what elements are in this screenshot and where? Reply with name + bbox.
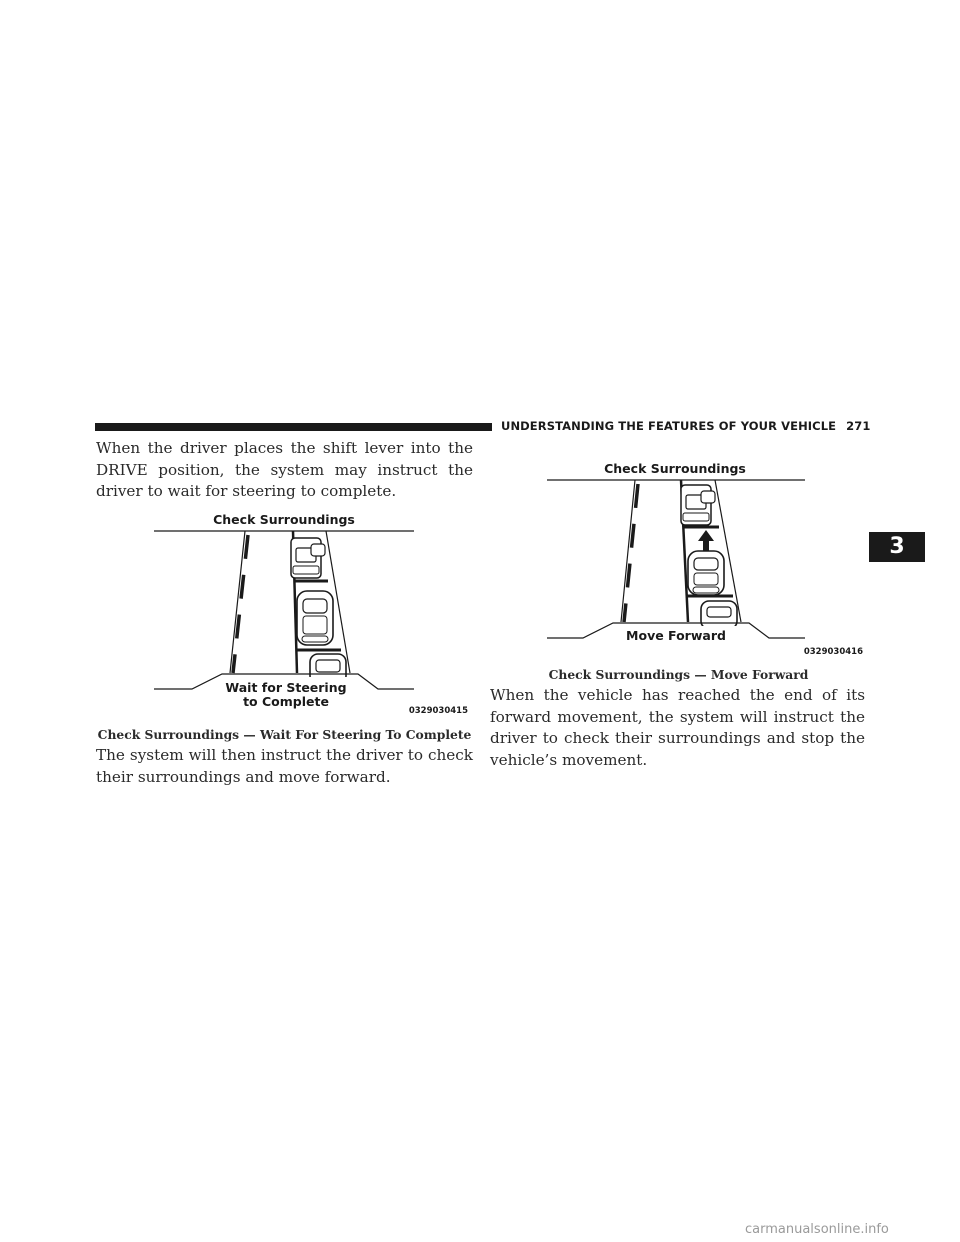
watermark-text: carmanualsonline.info <box>745 1222 889 1237</box>
rear-car-icon <box>701 601 737 629</box>
after-paragraph: The system will then instruct the driver to check their surroundings and move forward. <box>96 746 473 786</box>
own-car-icon <box>688 551 724 595</box>
header-rule <box>95 423 492 431</box>
page-number: 271 <box>846 419 871 433</box>
figure-title: Check Surroundings <box>604 461 746 476</box>
figure-message-line2: to Complete <box>243 694 329 709</box>
parked-truck-icon <box>291 538 325 578</box>
chapter-tab: 3 <box>869 532 925 562</box>
section-title: UNDERSTANDING THE FEATURES OF YOUR VEHICLE <box>501 419 837 433</box>
figure-id: 0329030416 <box>803 647 863 657</box>
own-car-icon <box>297 591 333 645</box>
intro-paragraph: When the driver places the shift lever into the DRIVE position, the system may instruct the driver to wait for steering to complete. <box>96 439 473 500</box>
running-header <box>501 419 870 433</box>
figure-message-line1: Wait for Steering <box>225 680 347 695</box>
figure-caption: Check Surroundings — Move Forward <box>548 667 809 682</box>
forward-arrow-icon <box>698 530 714 551</box>
after-paragraph: When the vehicle has reached the end of its forward movement, the system will instruct the driver to check their surroundings and stop the vehicle’s movement. <box>490 686 865 769</box>
figure-message: Move Forward <box>626 628 726 643</box>
figure-id: 0329030415 <box>408 706 468 716</box>
parked-truck-icon <box>681 485 715 525</box>
figure-move-forward <box>543 457 869 657</box>
figure-title: Check Surroundings <box>213 512 355 527</box>
figure-caption: Check Surroundings — Wait For Steering To Complete <box>97 727 472 742</box>
figure-wait-for-steering <box>150 508 472 720</box>
